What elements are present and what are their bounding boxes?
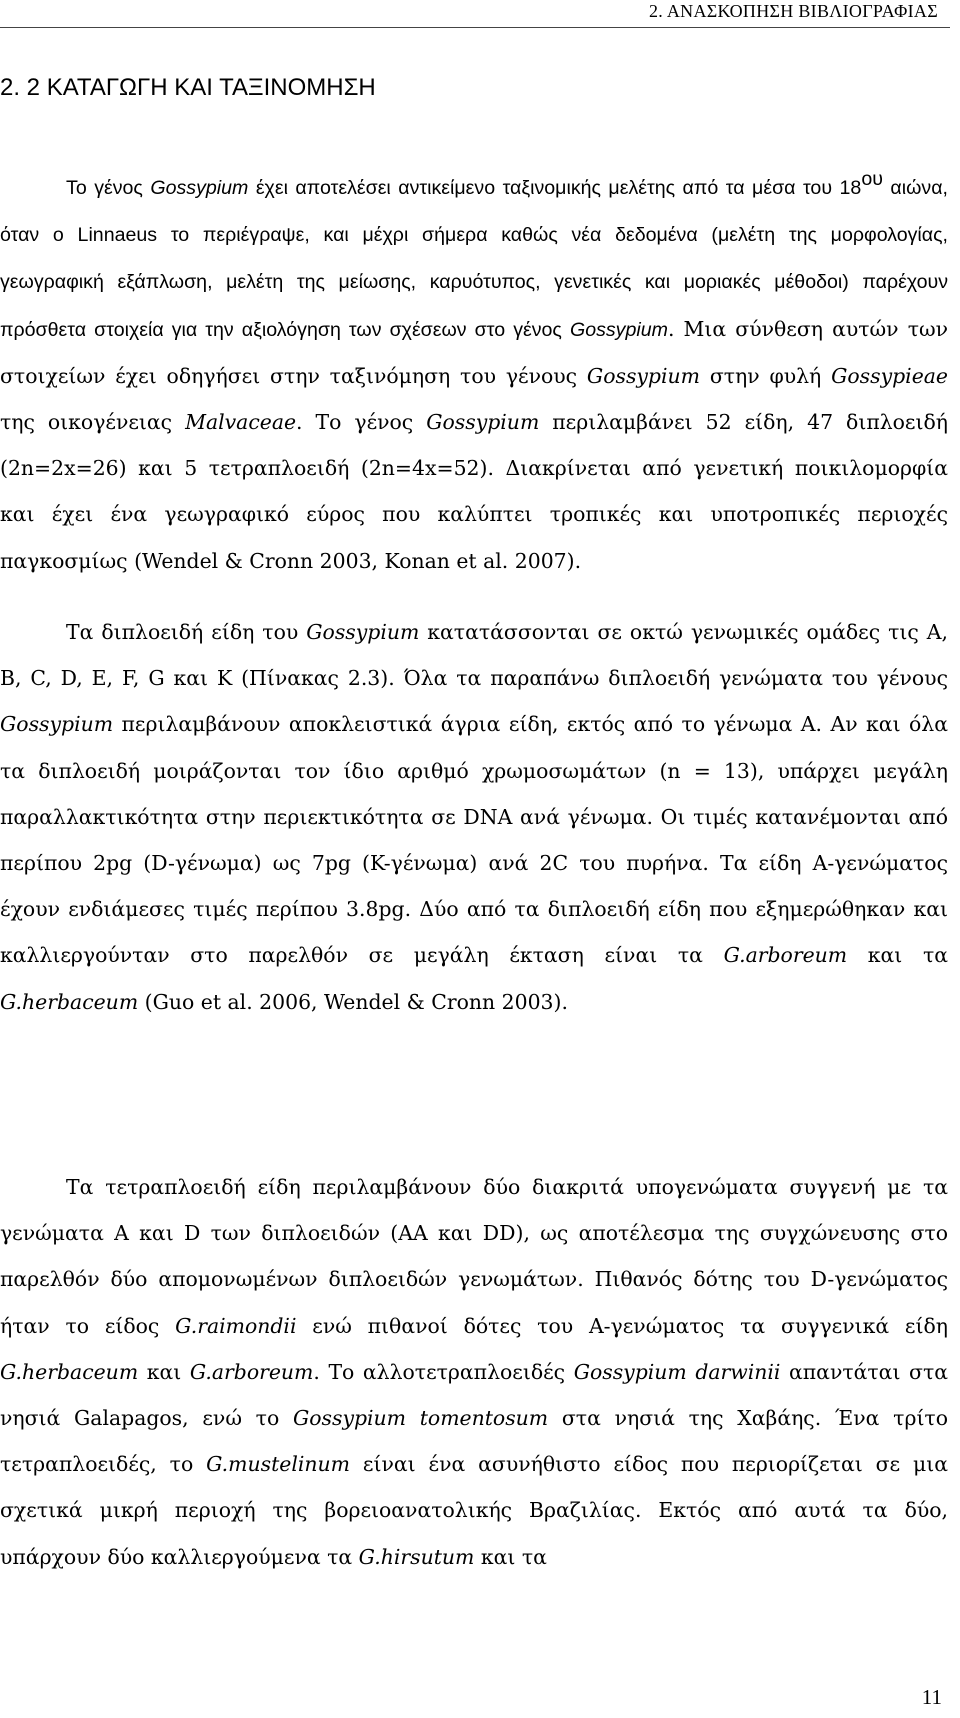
text-run: Το γένος [66,177,151,199]
taxon-name: G.mustelinum [206,1452,351,1477]
text-run: έχει αποτελέσει αντικείμενο ταξινομικής μελέτης από τα μέσα του 18 [248,177,862,199]
paragraph-origin-taxonomy [0,164,948,584]
text-run: . Το γένος [296,410,427,435]
text-run: . Μια σύνθεση αυτών των στοιχείων έχει οδηγήσει στην ταξινόμηση του γένους [0,316,948,388]
text-run: Τα τετραπλοειδή είδη περιλαμβάνουν δύο διακριτά υπογενώματα συγγενή με τα γενώματα A και D των διπλοειδών (AA και DD), ως αποτέλεσμα της συγχώνευσης στο παρελθόν δύο απομονωμένων διπλοειδών γενωμάτων. Πιθανός δότης του D-γενώματος ήταν το είδος [0,1175,948,1338]
text-run: στα νησιά της Χαβάης. Ένα τρίτο τετραπλοειδές, το [0,1406,948,1477]
text-run: . Το αλλοτετραπλοειδές [313,1359,574,1384]
taxon-name: Gossypium [306,620,420,644]
running-header: 2. ΑΝΑΣΚΟΠΗΣΗ ΒΙΒΛΙΟΓΡΑΦΙΑΣ [648,1,938,21]
taxon-name: Gossypium [0,712,114,737]
text-run: είναι ένα ασυνήθιστο είδος που περιορίζεται σε μια σχετικά μικρή περιοχή της βορειοανατολικής Βραζιλίας. Εκτός από αυτά τα δύο, υπάρχουν δύο καλλιεργούμενα τα [0,1452,948,1569]
taxon-name: Gossypium tomentosum [292,1406,549,1431]
text-run: ενώ πιθανοί δότες του A-γενώματος τα συγγενικά είδη [296,1313,948,1338]
taxon-name: Gossypieae [831,363,948,388]
text-run: αιώνα, όταν ο Linnaeus το περιέγραψε, και μέχρι σήμερα καθώς νέα δεδομένα (μελέτη της μορφολογίας, γεωγραφική εξάπλωση, μελέτη της μείωσης, καρυότυπος, γενετικές και μοριακές μέθοδοι) παρέχουν πρόσθετα στοιχεία για την αξιολόγηση των σχέσεων στο γένος [0,177,948,341]
taxon-name: G.raimondii [175,1313,297,1338]
text-run: και τα [474,1544,547,1569]
text-run: κατατάσσονται σε οκτώ γενωμικές ομάδες τις A, B, C, D, E, F, G και K (Πίνακας 2.3). Όλα τα παραπάνω διπλοειδή γενώματα του γένους [0,620,948,691]
taxon-name: G.hirsutum [358,1544,475,1569]
header-rule [0,27,950,28]
text-run: Τα διπλοειδή είδη του [66,620,307,644]
text-run: περιλαμβάνουν αποκλειστικά άγρια είδη, εκτός από το γένωμα A. Αν και όλα τα διπλοειδή μοιράζονται τον ίδιο αριθμό χρωμοσωμάτων (n = 13), υπάρχει μεγάλη παραλλακτικότητα στην περιεκτικότητα σε DNA ανά γένωμα. Οι τιμές κατανέμονται από περίπου 2pg (D-γένωμα) ως 7pg (K-γένωμα) ανά 2C του πυρήνα. Τα είδη A-γενώματος έχουν ενδιάμεσες τιμές περίπου 3.8pg. Δύο από τα διπλοειδή είδη που εξημερώθηκαν και καλλιεργούνταν στο παρελθόν σε μεγάλη έκταση είναι τα [0,712,948,968]
text-run: στην φυλή [699,363,832,388]
taxon-name: Gossypium [569,318,668,341]
taxon-name: G.arboreum [723,943,848,968]
text-run: και τα [847,943,948,968]
taxon-name: G.herbaceum [0,1359,139,1384]
section-title: 2. 2 ΚΑΤΑΓΩΓΗ ΚΑΙ ΤΑΞΙΝΟΜΗΣΗ [0,74,376,101]
paragraph-diploid-species [0,609,948,1025]
ordinal-superscript: ου [861,168,883,190]
taxon-name: G.herbaceum [0,989,139,1014]
taxon-name: G.arboreum [189,1359,314,1384]
text-run: της οικογένειας [0,410,186,435]
taxon-name: Gossypium darwinii [573,1359,781,1384]
taxon-name: Gossypium [150,177,249,199]
page-number: 11 [921,1685,942,1709]
taxon-name: Gossypium [586,363,700,388]
taxon-name: Malvaceae [185,410,297,435]
taxon-name: Gossypium [426,410,540,435]
text-run: περιλαμβάνει 52 είδη, 47 διπλοειδή (2n=2x=26) και 5 τετραπλοειδή (2n=4x=52). Διακρίνεται από γενετική ποικιλομορφία και έχει ένα γεωγραφικό εύρος που καλύπτει τροπικές και υποτροπικές περιοχές παγκοσμίως (Wendel & Cronn 2003, Konan et al. 2007). [0,410,948,573]
text-run: και [138,1359,190,1384]
text-run: (Guo et al. 2006, Wendel & Cronn 2003). [138,989,568,1014]
text-run: απαντάται στα νησιά Galapagos, ενώ το [0,1359,948,1431]
paragraph-tetraploid-species [0,1164,948,1580]
